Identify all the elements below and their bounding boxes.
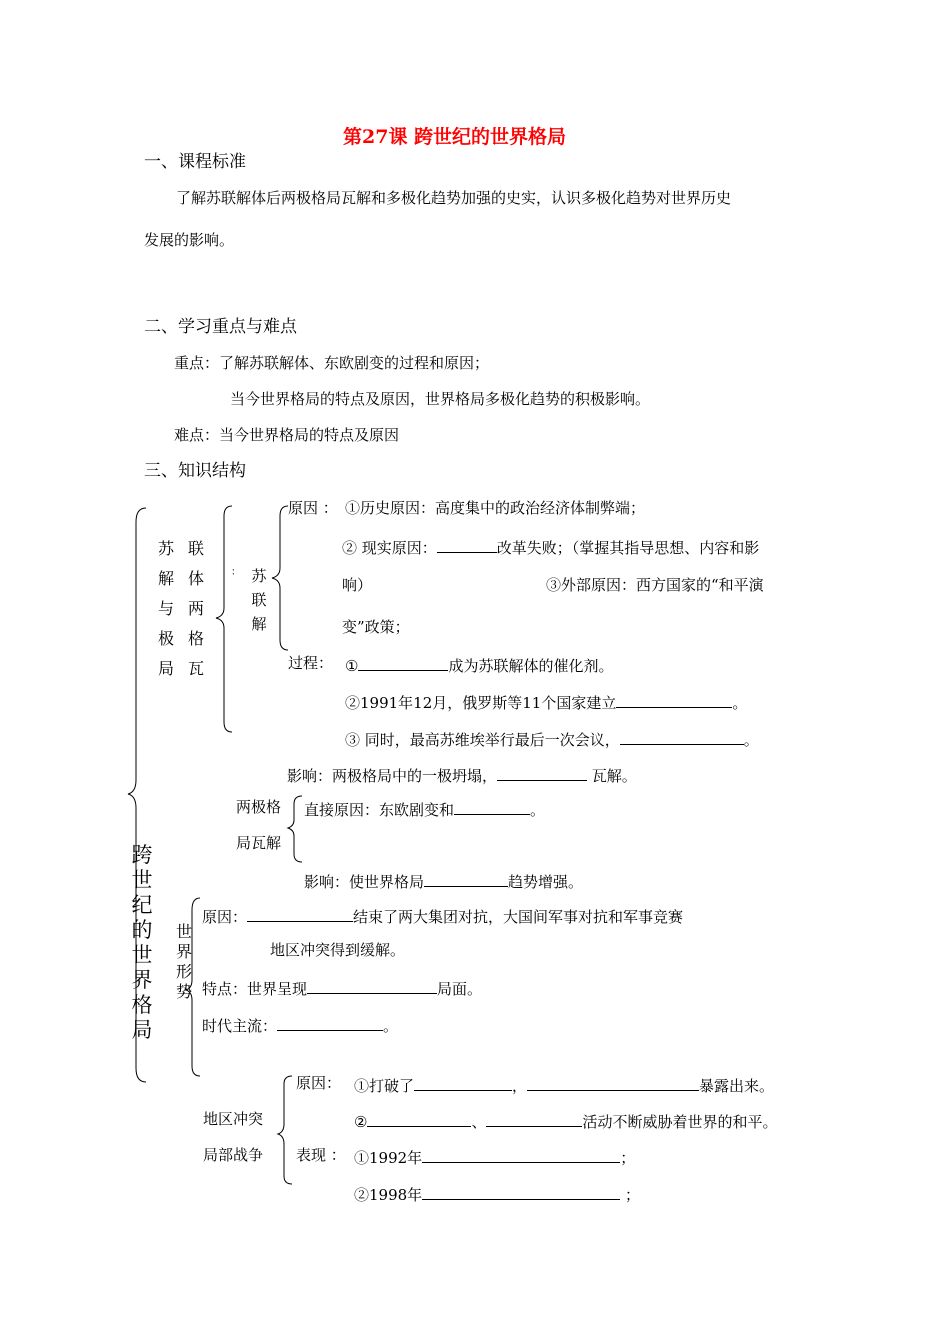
world-label-char: 世 (175, 922, 192, 941)
world-theme (202, 1016, 398, 1034)
main-label-char: 的 (131, 918, 153, 942)
process-item2-text: ②1991年12月，俄罗斯等11个国家建立 (345, 694, 617, 712)
conflict-expr-label: 表现 ： (296, 1146, 346, 1164)
conflict-cause1-sep: ， (512, 1077, 528, 1095)
ussr-label-char: 体 (187, 569, 204, 588)
conflict-label-line2: 局部战争 (203, 1146, 264, 1164)
main-label-char: 纪 (131, 893, 153, 917)
world-cause-cont: 地区冲突得到缓解。 (270, 941, 406, 959)
world-feature (202, 979, 482, 997)
fill-blank[interactable] (424, 872, 508, 887)
fill-blank[interactable] (616, 693, 732, 708)
world-cause-label: 原因： (202, 908, 248, 926)
bipolar-direct-text: 直接原因：东欧剧变和 (304, 801, 455, 819)
page-title: 第27课 跨世纪的世界格局 (343, 126, 567, 148)
cause-external: ③外部原因：西方国家的“和平演 (546, 576, 764, 594)
process-item3 (345, 730, 759, 748)
ussr-label-char: 两 (187, 599, 204, 618)
world-label-char: 形 (175, 962, 192, 981)
conflict-expr1-text: ①1992年 (354, 1149, 423, 1167)
conflict-expr1 (354, 1148, 635, 1166)
process-label: 过程： (288, 654, 334, 672)
bipolar-influence (304, 872, 583, 890)
cause-realistic-label: ② 现实原因： (342, 539, 437, 557)
conflict-brace (278, 1076, 292, 1184)
section-heading-keypoints: 二、学习重点与难点 (144, 317, 297, 337)
keypoint-line1: 重点：了解苏联解体、东欧剧变的过程和原因； (174, 354, 490, 372)
conflict-cause1-end: 暴露出来。 (699, 1077, 775, 1095)
main-label-char: 跨 (131, 843, 153, 867)
bipolar-label-line2: 局瓦解 (236, 834, 282, 852)
ussr-impact-end: 瓦解。 (591, 767, 637, 785)
world-label-char: 界 (175, 942, 192, 961)
fill-blank[interactable] (497, 766, 587, 781)
main-label-char: 世 (131, 943, 153, 967)
ussr-label-char: 格 (187, 629, 204, 648)
main-label-char: 界 (131, 968, 153, 992)
conflict-cause2-sep: 、 (471, 1113, 487, 1131)
process-item1-text: 成为苏联解体的催化剂。 (448, 657, 614, 675)
cause-historical: ①历史原因：高度集中的政治经济体制弊端； (345, 499, 646, 517)
fill-blank[interactable] (358, 656, 448, 671)
bipolar-influence-text: 影响：使世界格局 (304, 873, 425, 891)
fill-blank[interactable] (367, 1112, 471, 1127)
ussr-brace (216, 506, 232, 732)
curriculum-text-line1: 了解苏联解体后两极格局瓦解和多极化趋势加强的史实，认识多极化趋势对世界历史 (176, 189, 732, 207)
main-label-char: 世 (131, 868, 153, 892)
fill-blank[interactable] (454, 800, 530, 815)
conflict-cause-label: 原因： (296, 1074, 342, 1092)
fill-blank[interactable] (437, 538, 497, 553)
ussr-sub-label (250, 564, 268, 636)
ussr-label-col1 (156, 534, 176, 684)
ussr-sub-char: 苏 (251, 567, 267, 585)
bipolar-brace (288, 796, 302, 862)
ussr-label-char: 瓦 (187, 659, 204, 678)
process-item1 (345, 656, 613, 674)
world-feature-end: 局面。 (437, 980, 483, 998)
section-heading-structure: 三、知识结构 (144, 461, 246, 481)
ussr-sub-char: 解 (251, 615, 267, 633)
process-item2-end: 。 (732, 694, 748, 712)
bipolar-direct-cause (304, 800, 545, 818)
conflict-expr2 (354, 1185, 640, 1203)
cause-realistic-cont: 响） (342, 576, 373, 594)
world-theme-end: 。 (383, 1017, 399, 1035)
conflict-cause2 (354, 1112, 777, 1130)
bipolar-label-line1: 两极格 (236, 798, 282, 816)
world-label-char: 势 (175, 982, 192, 1001)
keypoint-line2: 当今世界格局的特点及原因，世界格局多极化趋势的积极影响。 (230, 390, 651, 408)
fill-blank[interactable] (527, 1076, 699, 1091)
fill-blank[interactable] (307, 979, 437, 994)
world-cause-text: 结束了两大集团对抗，大国间军事对抗和军事竞赛 (353, 908, 684, 926)
world-theme-text: 时代主流： (202, 1017, 278, 1035)
difficult-point: 难点：当今世界格局的特点及原因 (174, 426, 400, 444)
cause-label: 原因 ： (288, 499, 338, 517)
fill-blank[interactable] (422, 1185, 620, 1200)
main-label-char: 局 (131, 1018, 153, 1042)
curriculum-text-line2: 发展的影响。 (144, 231, 235, 249)
process-item1-num: ① (345, 657, 359, 675)
fill-blank[interactable] (277, 1016, 383, 1031)
ussr-label-char: 与 (157, 599, 174, 618)
ussr-label-char: 苏 (157, 539, 174, 558)
section-heading-curriculum: 一、课程标准 (144, 152, 246, 172)
ussr-sub-char: 联 (251, 591, 267, 609)
ussr-label-char: 局 (157, 659, 174, 678)
fill-blank[interactable] (414, 1076, 512, 1091)
conflict-cause1 (354, 1076, 774, 1094)
fill-blank[interactable] (620, 730, 744, 745)
process-item2 (345, 693, 747, 711)
main-label-vertical (130, 843, 154, 1043)
conflict-cause2-num: ② (354, 1113, 368, 1131)
cause-realistic (342, 538, 759, 556)
conflict-cause2-end: 活动不断威胁着世界的和平。 (582, 1113, 778, 1131)
conflict-expr2-text: ②1998年 (354, 1186, 423, 1204)
fill-blank[interactable] (247, 907, 353, 922)
bipolar-influence-end: 趋势增强。 (508, 873, 584, 891)
world-cause (202, 907, 683, 925)
main-label-char: 格 (131, 993, 153, 1017)
ussr-label-char: 联 (187, 539, 204, 558)
process-item3-text: ③ 同时，最高苏维埃举行最后一次会议， (345, 731, 620, 749)
cause-realistic-text: 改革失败；（掌握其指导思想、内容和影 (496, 539, 760, 557)
fill-blank[interactable] (486, 1112, 582, 1127)
bipolar-direct-end: 。 (530, 801, 546, 819)
fill-blank[interactable] (422, 1148, 620, 1163)
conflict-expr2-end: ； (624, 1186, 640, 1204)
cause-brace (272, 506, 288, 650)
cause-external-cont: 变”政策； (342, 618, 410, 636)
conflict-label-line1: 地区冲突 (203, 1110, 264, 1128)
conflict-cause1-text: ①打破了 (354, 1077, 415, 1095)
world-feature-text: 特点：世界呈现 (202, 980, 308, 998)
ussr-small-mark: ： (231, 567, 241, 578)
process-item3-end: 。 (743, 731, 759, 749)
conflict-expr1-end: ； (620, 1149, 636, 1167)
world-label (174, 922, 194, 1002)
ussr-impact (287, 766, 637, 784)
ussr-impact-text: 影响：两极格局中的一极坍塌， (287, 767, 498, 785)
ussr-label-char: 极 (157, 629, 174, 648)
ussr-label-char: 解 (157, 569, 174, 588)
ussr-label-col2 (186, 534, 206, 684)
